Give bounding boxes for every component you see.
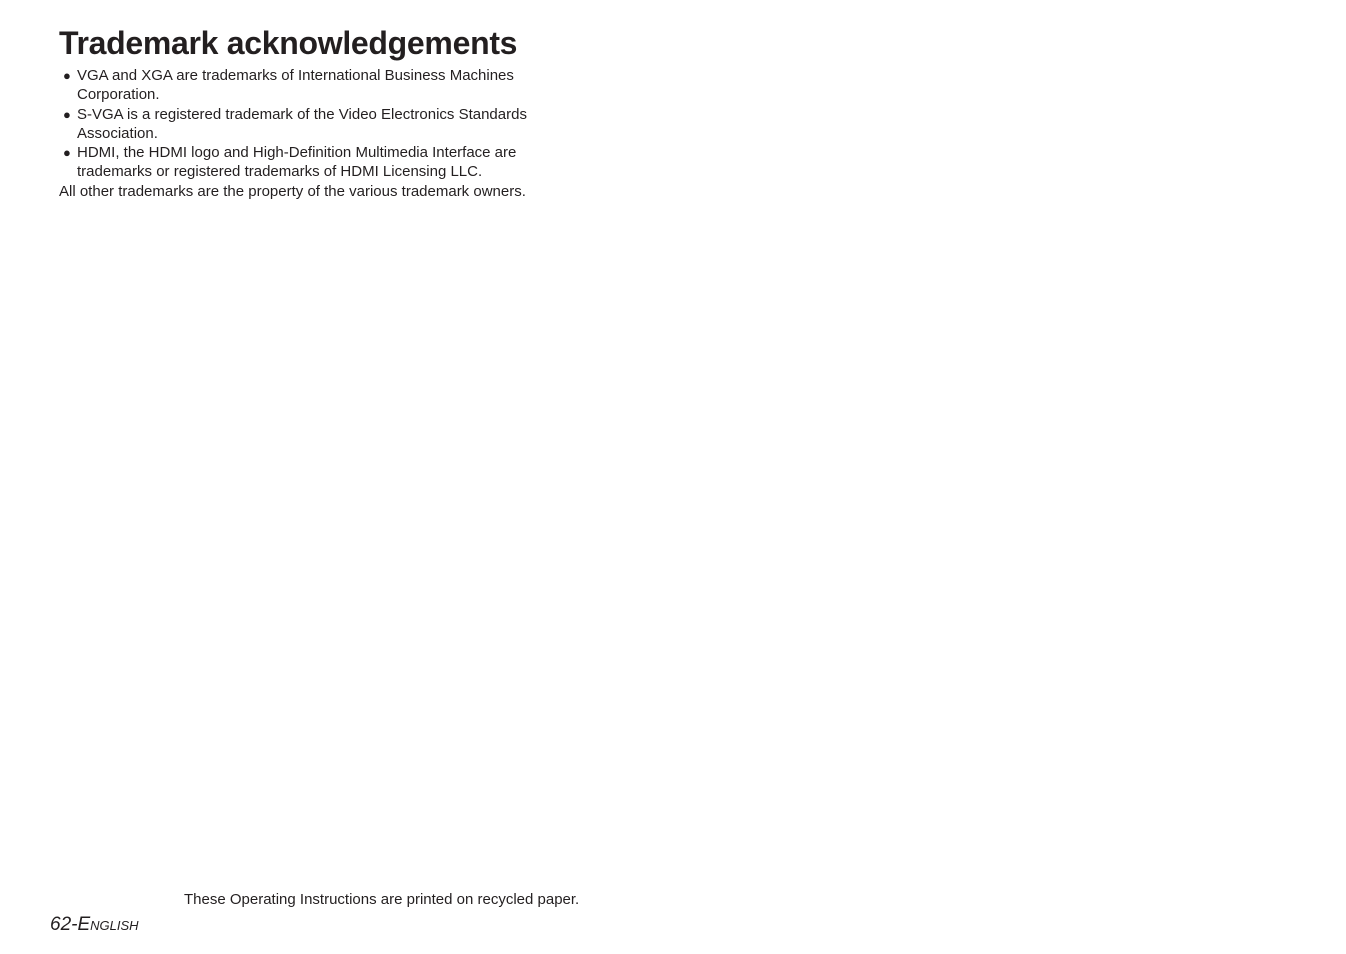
page-number-value: 62- [50, 914, 78, 935]
bullet-icon: ● [63, 145, 71, 161]
page-title: Trademark acknowledgements [59, 25, 518, 61]
page-number [50, 913, 139, 937]
bullet-icon: ● [63, 106, 71, 122]
list-item [59, 105, 579, 144]
trademark-list [59, 66, 579, 182]
closing-note: All other trademarks are the property of the various trademark owners. [59, 183, 526, 200]
recycled-paper-note: These Operating Instructions are printed on recycled paper. [184, 891, 580, 908]
bullet-icon: ● [63, 68, 71, 83]
trademark-text: HDMI, the HDMI logo and High-Definition Multimedia Interface are trademarks or registered trademarks of HDMI Licensing LLC. [77, 144, 517, 181]
list-item [59, 143, 579, 182]
list-item [59, 66, 579, 105]
trademark-text: S-VGA is a registered trademark of the Video Electronics Standards Association. [77, 105, 527, 142]
page-language: English [77, 914, 139, 935]
trademark-text: VGA and XGA are trademarks of International Business Machines Corporation. [77, 67, 514, 104]
